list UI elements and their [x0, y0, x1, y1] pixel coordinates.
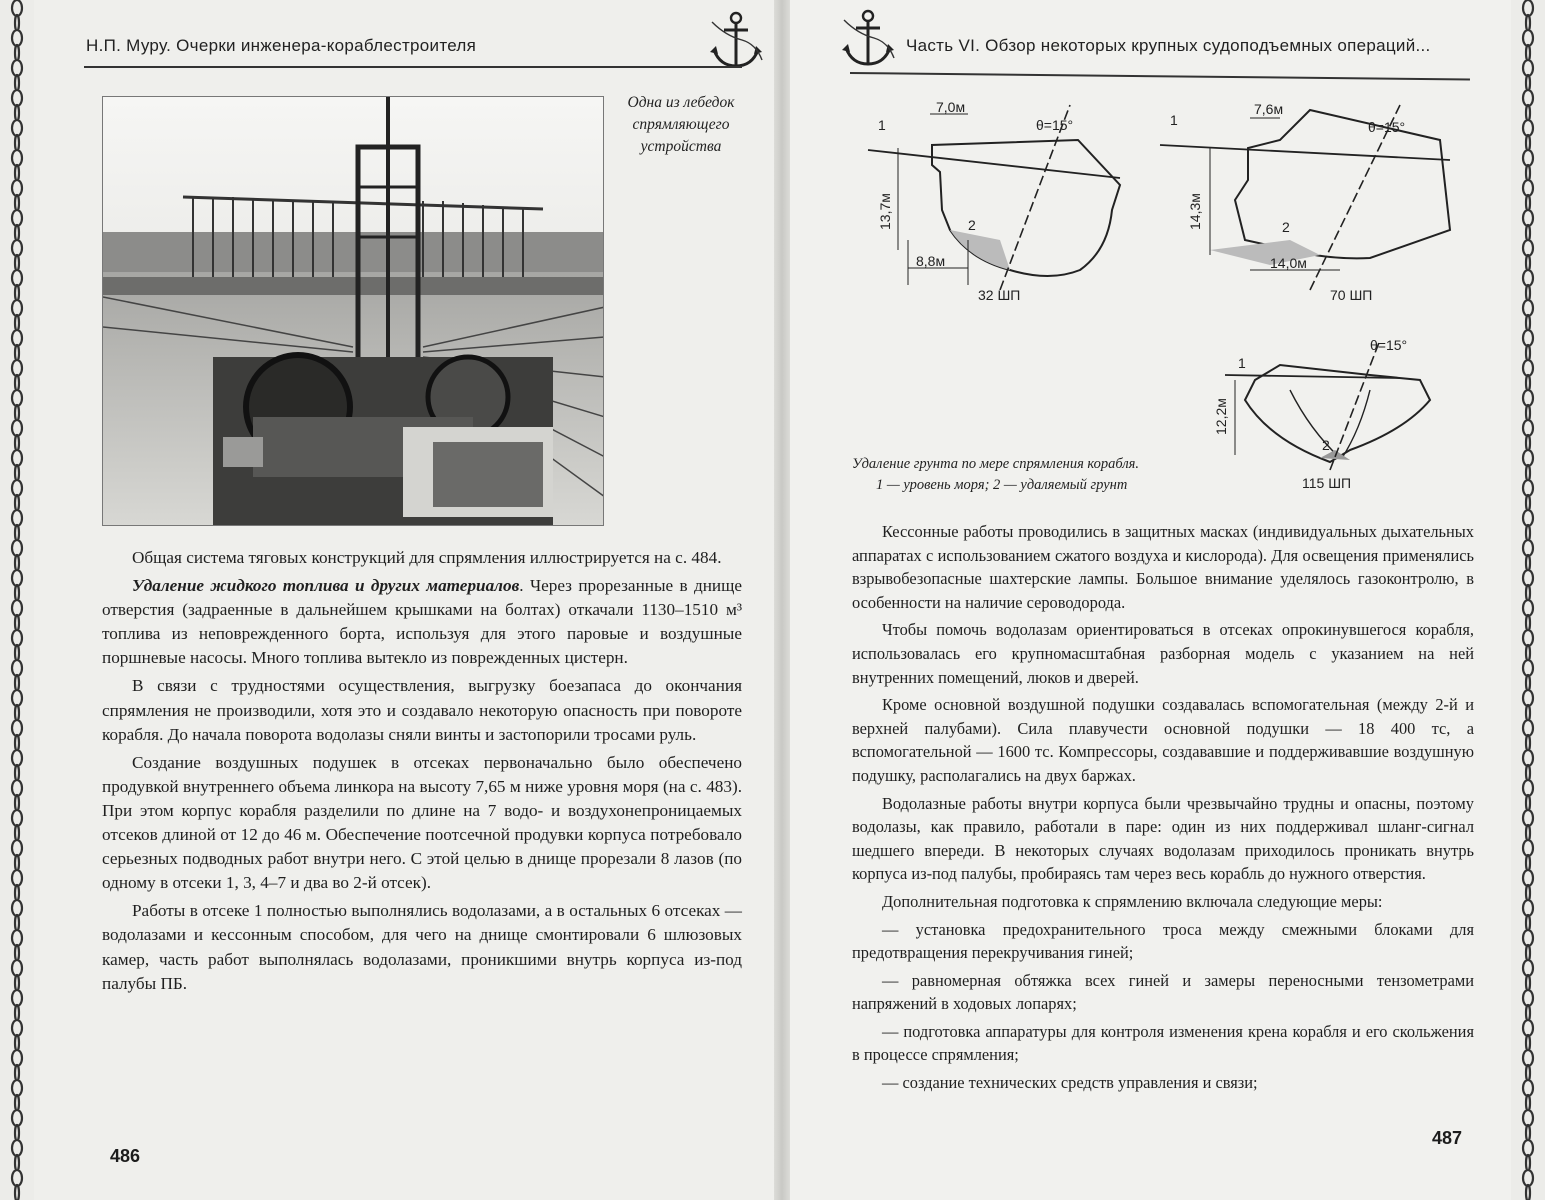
paragraph: Дополнительная подготовка к спрямлению включала следующие меры: — [882, 891, 1383, 911]
diagram-angle: θ=15° — [1368, 119, 1406, 135]
paragraph: Водолазные работы внутри корпуса были чрезвычайно трудны и опасны, поэтому водолазы, как правило, работали в паре: один из них поддерживал шланг-сигнал шедшего впереди. В некоторых случаях водолазам приходилось проникать внутрь корпуса из-под палубы, пробираясь там через весь корабль до нужного отверстия. — [852, 793, 1474, 884]
left-running-head: Н.П. Муру. Очерки инженера-кораблестроителя — [86, 36, 477, 55]
diagram-height: 12,2м — [1213, 398, 1229, 435]
anchor-icon — [838, 8, 898, 70]
figure-caption — [852, 454, 1212, 496]
paragraph: Кессонные работы проводились в защитных масках (индивидуальных дыхательных аппаратах с использованием сжатого воздуха и кислорода). Для освещения применялись взрывобезопасные шахтерские лампы. Большое внимание уделялось газоконтролю, в особенности на наличие сероводорода. — [852, 522, 1474, 612]
diagram-width: 7,6м — [1254, 101, 1284, 117]
diagram-angle: θ=15° — [1370, 337, 1408, 353]
left-page-number: 486 — [110, 1146, 141, 1166]
right-page — [790, 0, 1511, 1200]
paragraph-text: . Через прорезанные в днище отверстия (задраенные в дальнейшем крышками на болтах) откачали 1130–1510 м³ топлива из неповрежденного борта, используя для этого паровые и воздушные поршневые насосы. Много топлива вытекло из поврежденных цистерн. — [102, 576, 742, 668]
chain-border-left — [0, 0, 34, 1200]
paragraph — [102, 574, 742, 670]
diagram-label-2: 2 — [968, 217, 976, 233]
diagram-label-1: 1 — [1170, 112, 1178, 128]
photo-caption-line: устройства — [640, 138, 722, 155]
winch-photo — [102, 96, 604, 526]
paragraph: Кроме основной воздушной подушки создавалась вспомогательная (между 2-й и верхней палубами). Сила плавучести основной подушки — 18 400 тс, а вспомогательной — 1600 тс. Компрессоры, создававшие и поддерживавшие воздушную подушку, располагались на двух баржах. — [852, 695, 1474, 785]
list-item: — равномерная обтяжка всех гиней и замеры переносными тензометрами напряжений в ходовых лопарях; — [852, 970, 1474, 1014]
paragraph: Работы в отсеке 1 полностью выполнялись водолазами, а в остальных 6 отсеках — водолазами и кессонным способом, для чего на днище смонтировали 6 шлюзовых камер, часть работ выполнялась водолазами, проникшими внутрь корпуса из-под палубы ПБ. — [102, 901, 742, 993]
right-body-text — [852, 520, 1474, 1099]
diagram-width: 7,0м — [936, 99, 966, 115]
hull-section-115 — [1213, 337, 1430, 491]
paragraph: Создание воздушных подушек в отсеках первоначально было обеспечено продувкой внутреннего объема линкора на высоту 7,65 м ниже уровня моря (на с. 483). При этом корпус корабля разделили по длине на 7 водо- и воздухонепроницаемых отсеков длиной от 12 до 46 м. Обеспечение поотсечной продувки корпуса потребовало серьезных подводных работ внутри него. С этой целью в днище прорезали 8 лазов (по одному в отсеки 1, 3, 4–7 и два во 2-й отсек). — [102, 752, 742, 893]
list-item: — установка предохранительного троса между смежными блоками для предотвращения перекручивания гиней; — [852, 919, 1474, 963]
right-running-head: Часть VI. Обзор некоторых крупных судоподъемных операций... — [906, 36, 1431, 55]
right-head-rule — [850, 72, 1470, 80]
diagram-bottom: 8,8м — [916, 253, 946, 269]
soil-removal-diagrams — [850, 90, 1500, 510]
chain-border-right — [1511, 0, 1545, 1200]
diagram-height: 13,7м — [877, 193, 893, 230]
paragraph: Чтобы помочь водолазам ориентироваться в отсеках опрокинувшегося корабля, использовалась его крупномасштабная разборная модель с указанием на ней внутренних помещений, люков и дверей. — [852, 620, 1474, 687]
book-gutter — [774, 0, 790, 1200]
left-body-text — [102, 546, 742, 1000]
diagram-frame: 115 ШП — [1302, 475, 1352, 491]
section-lead: Удаление жидкого топлива и других материалов — [132, 576, 520, 596]
list-item: — подготовка аппаратуры для контроля изменения крена корабля и его скольжения в процессе спрямления; — [852, 1021, 1474, 1065]
paragraph: В связи с трудностями осуществления, выгрузку боезапаса до окончания спрямления не производили, хотя это и создавало некоторую опасность при повороте корабля. До начала поворота водолазы сняли винты и застопорили тросами руль. — [102, 676, 742, 744]
photo-caption-line: Одна из лебедок — [627, 94, 735, 111]
paragraph: Общая система тяговых конструкций для спрямления иллюстрируется на с. 484. — [132, 548, 722, 567]
left-page — [34, 0, 774, 1200]
diagram-angle: θ=15° — [1036, 117, 1074, 133]
photo-caption — [606, 92, 756, 158]
figure-caption-line: Удаление грунта по мере спрямления корабля. — [852, 456, 1140, 472]
diagram-height: 14,3м — [1187, 193, 1203, 230]
figure-caption-line: 1 — уровень моря; 2 — удаляемый грунт — [876, 477, 1128, 493]
left-head-rule — [84, 66, 742, 68]
diagram-label-1: 1 — [878, 117, 886, 133]
diagram-label-2: 2 — [1322, 437, 1330, 453]
hull-section-32 — [868, 99, 1120, 303]
diagram-frame: 32 ШП — [978, 287, 1021, 303]
diagram-label-2: 2 — [1282, 219, 1290, 235]
right-page-number: 487 — [1432, 1128, 1463, 1148]
diagram-label-1: 1 — [1238, 355, 1246, 371]
diagram-frame: 70 ШП — [1330, 287, 1373, 303]
diagram-bottom: 14,0м — [1270, 255, 1307, 271]
list-item: — создание технических средств управления и связи; — [882, 1073, 1258, 1093]
anchor-icon — [706, 10, 766, 72]
hull-section-70 — [1160, 101, 1450, 303]
photo-caption-line: спрямляющего — [632, 116, 730, 133]
